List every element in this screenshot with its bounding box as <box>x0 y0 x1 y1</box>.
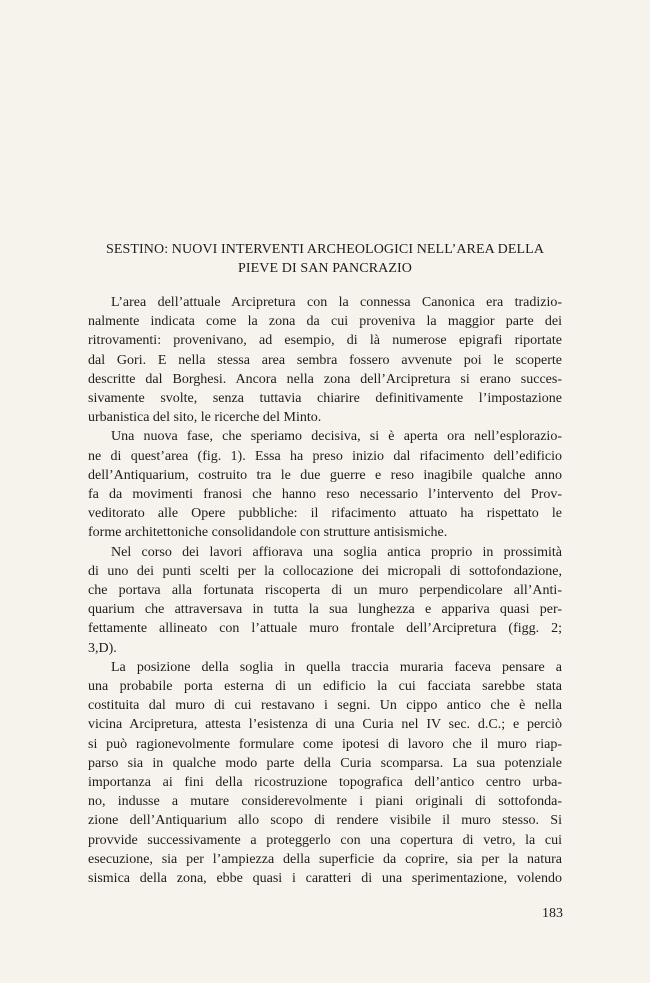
text-line: esecuzione, sia per l’ampiezza della superficie da coprire, sia per la natura <box>88 851 562 867</box>
title-line-2: PIEVE DI SAN PANCRAZIO <box>238 261 412 276</box>
text-line: Nel corso dei lavori affiorava una soglia antica proprio in prossimità <box>111 544 562 560</box>
title-line-1: SESTINO: NUOVI INTERVENTI ARCHEOLOGICI NELL’AREA DELLA <box>105 242 545 257</box>
text-line: una probabile porta esterna di un edificio la cui facciata sarebbe stata <box>88 679 562 695</box>
text-line: ritrovamenti: provenivano, ad esempio, di là numerose epigrafi riportate <box>88 333 562 349</box>
text-line: 3,D). <box>88 640 117 656</box>
text-line: si può ragionevolmente formulare come ipotesi di lavoro che il muro riap- <box>88 736 562 752</box>
text-line: zione dell’Antiquarium allo scopo di rendere visibile il muro stesso. Si <box>88 813 562 829</box>
text-line: fa da movimenti franosi che hanno reso necessario l’intervento del Prov- <box>88 487 562 503</box>
text-line: costituita dal muro di cui restavano i segni. Un cippo antico che è nella <box>88 698 562 714</box>
text-line: La posizione della soglia in quella traccia muraria faceva pensare a <box>111 659 562 675</box>
text-line: fettamente allineato con l’attuale muro frontale dell’Arcipretura (figg. 2; <box>88 621 562 637</box>
text-line: forme architettoniche consolidandole con strutture antisismiche. <box>88 525 448 541</box>
article-title <box>40 240 610 278</box>
text-line: provvide successivamente a proteggerlo con una copertura di vetro, la cui <box>88 832 562 848</box>
text-line: Una nuova fase, che speriamo decisiva, si è aperta ora nell’esplorazio- <box>111 429 562 445</box>
text-line: L’area dell’attuale Arcipretura con la connessa Canonica era tradizio- <box>111 295 562 310</box>
page-number: 183 <box>542 906 563 921</box>
text-line: dal Gori. E nella stessa area sembra fossero avvenute poi le scoperte <box>88 352 562 368</box>
paragraph <box>88 427 562 542</box>
text-line: nalmente indicata come la zona da cui proveniva la maggior parte dei <box>88 314 562 330</box>
text-line: ne di quest’area (fig. 1). Essa ha preso inizio dal rifacimento dell’edificio <box>88 448 562 464</box>
text-line: quarium che attraversava in tutta la sua lunghezza e appariva quasi per- <box>88 602 562 618</box>
text-line: di uno dei punti scelti per la collocazione dei micropali di sottofondazione, <box>88 563 562 579</box>
text-line: descritte dal Borghesi. Ancora nella zona dell’Arcipretura si erano succes- <box>88 371 562 387</box>
paragraph <box>88 543 562 658</box>
text-line: dell’Antiquarium, costruito tra le due guerre e reso inagibile qualche anno <box>88 467 562 483</box>
text-line: urbanistica del sito, le ricerche del Minto. <box>88 410 322 426</box>
text-line: parso sia in qualche modo parte della Curia scomparsa. La sua potenziale <box>88 755 562 771</box>
text-line: sivamente svolte, senza tuttavia chiarire definitivamente l’impostazione <box>88 391 562 407</box>
paragraph <box>88 293 562 427</box>
article-body <box>88 293 562 888</box>
text-line: vicina Arcipretura, attesta l’esistenza di una Curia nel IV sec. d.C.; e perciò <box>88 717 562 733</box>
text-line: veditorato alle Opere pubbliche: il rifacimento attuato ha rispettato le <box>88 506 562 522</box>
text-line: importanza ai fini della ricostruzione topografica dell’antico centro urba- <box>88 775 562 791</box>
text-line: sismica della zona, ebbe quasi i caratteri di una sperimentazione, volendo <box>88 871 562 887</box>
text-line: no, indusse a mutare considerevolmente i piani originali di sottofonda- <box>88 794 562 810</box>
text-line: che portava alla fortunata riscoperta di un muro perpendicolare all’Anti- <box>88 583 562 599</box>
paragraph <box>88 658 562 888</box>
